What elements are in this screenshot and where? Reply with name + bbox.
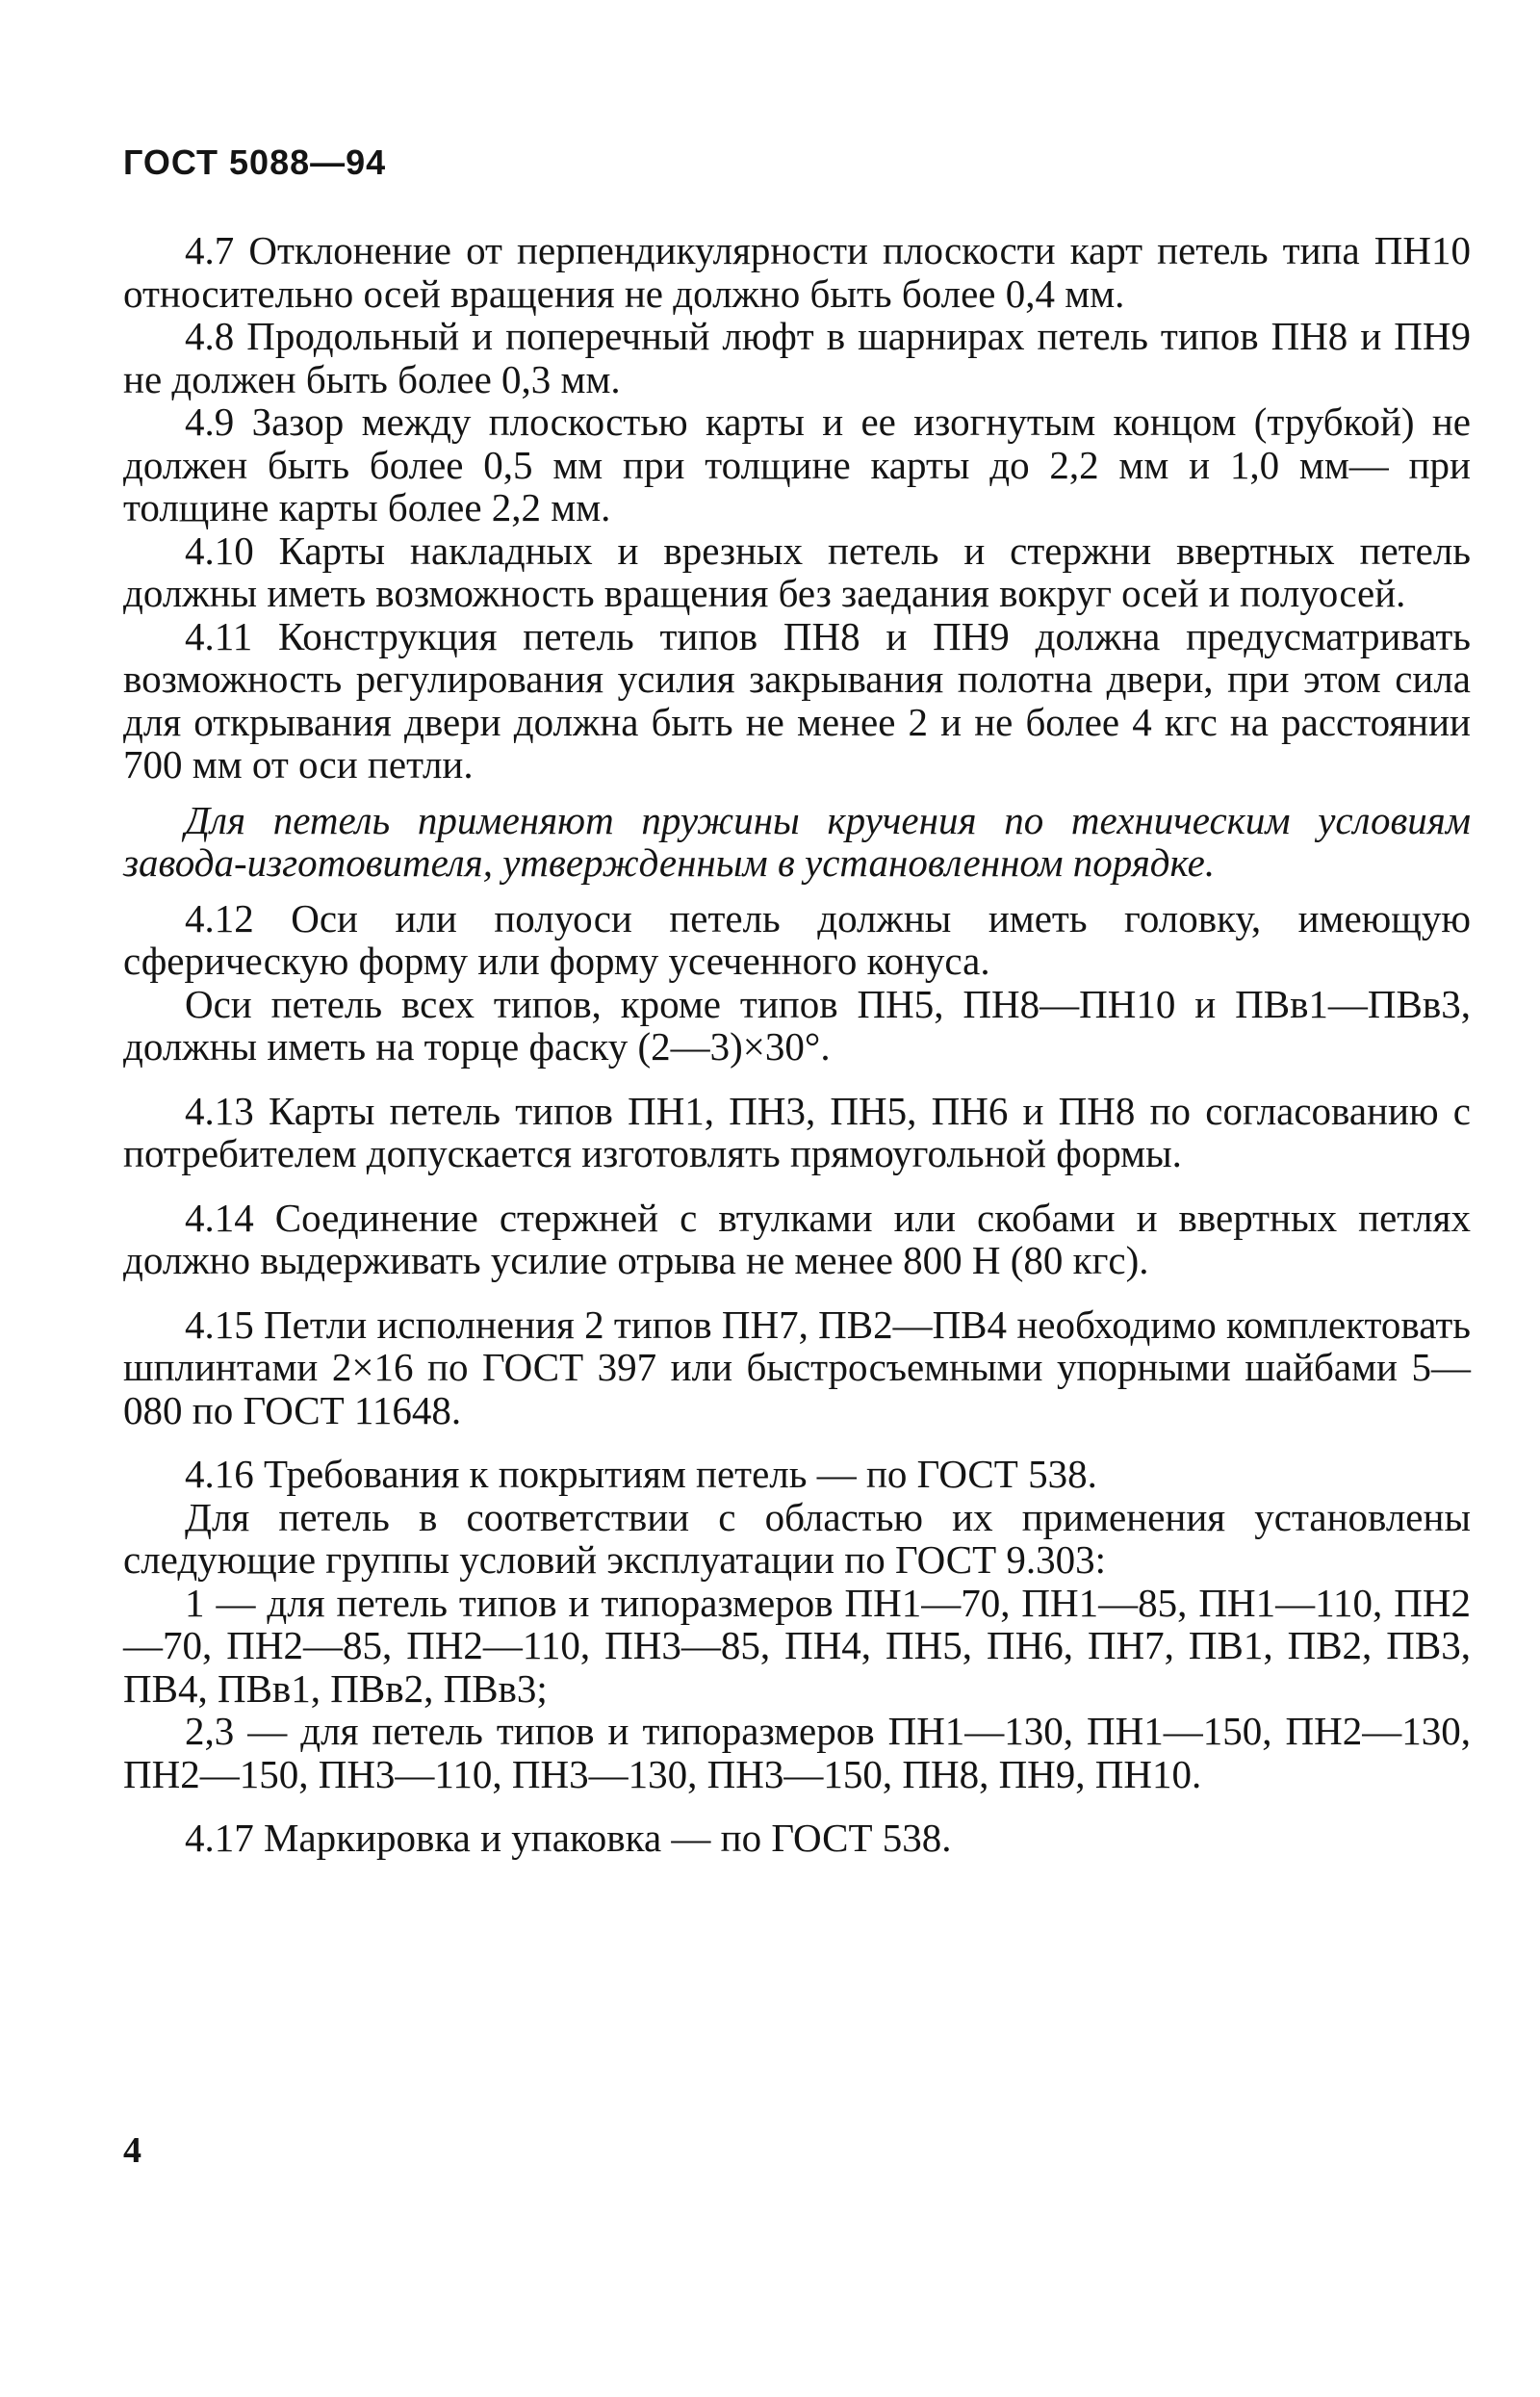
clause-4-14: 4.14 Соединение стержней с втулками или скобами и ввертных петлях должно выдерживать усилие отрыва не менее 800 Н (80 кгс).: [123, 1195, 1471, 1282]
clause-4-7: 4.7 Отклонение от перпендикулярности плоскости карт петель типа ПН10 относительно осей вращения не должно быть более 0,4 мм.: [123, 228, 1471, 316]
clause-4-11-note: Для петель применяют пружины кручения по техническим условиям завода-изготовителя, утвержденным в установленном порядке.: [123, 797, 1471, 885]
clause-4-16-group-1: 1 — для петель типов и типоразмеров ПН1—70, ПН1—85, ПН1—110, ПН2—70, ПН2—85, ПН2—110, ПН3—85, ПН4, ПН5, ПН6, ПН7, ПВ1, ПВ2, ПВ3, ПВ4, ПВв1, ПВв2, ПВв3;: [123, 1580, 1471, 1711]
clause-4-16-groups: Для петель в соответствии с областью их применения установлены следующие группы условий эксплуатации по ГОСТ 9.303:: [123, 1494, 1471, 1582]
clause-4-9: 4.9 Зазор между плоскостью карты и ее изогнутым концом (трубкой) не должен быть более 0,5 мм при толщине карты до 2,2 мм и 1,0 мм— при толщине карты более 2,2 мм.: [123, 400, 1471, 529]
document-body: [123, 229, 1471, 1860]
clause-4-13: 4.13 Карты петель типов ПН1, ПН3, ПН5, ПН6 и ПН8 по согласованию с потребителем допускается изготовлять прямоугольной формы.: [123, 1088, 1471, 1175]
clause-4-15: 4.15 Петли исполнения 2 типов ПН7, ПВ2—ПВ4 необходимо комплектовать шплинтами 2×16 по ГОСТ 397 или быстросъемными упорными шайбами 5—080 по ГОСТ 11648.: [123, 1302, 1471, 1432]
clause-4-10: 4.10 Карты накладных и врезных петель и стержни ввертных петель должны иметь возможность вращения без заедания вокруг осей и полуосей.: [123, 528, 1471, 615]
document-header: ГОСТ 5088—94: [123, 142, 387, 182]
clause-4-16: 4.16 Требования к покрытиям петель — по ГОСТ 538.: [185, 1452, 1097, 1496]
clause-4-16-group-2-3: 2,3 — для петель типов и типоразмеров ПН1—130, ПН1—150, ПН2—130, ПН2—150, ПН3—110, ПН3—130, ПН3—150, ПН8, ПН9, ПН10.: [123, 1709, 1471, 1796]
page-number: 4: [123, 2130, 141, 2171]
clause-4-12: 4.12 Оси или полуоси петель должны иметь головку, имеющую сферическую форму или форму усеченного конуса.: [123, 895, 1471, 983]
clause-4-11: 4.11 Конструкция петель типов ПН8 и ПН9 должна предусматривать возможность регулирования усилия закрывания полотна двери, при этом сила для открывания двери должна быть не менее 2 и не более 4 кгс на расстоянии 700 мм от оси петли.: [123, 613, 1471, 786]
clause-4-8: 4.8 Продольный и поперечный люфт в шарнирах петель типов ПН8 и ПН9 не должен быть более 0,3 мм.: [123, 314, 1471, 401]
clause-4-12-axes: Оси петель всех типов, кроме типов ПН5, ПН8—ПН10 и ПВв1—ПВв3, должны иметь на торце фаску (2—3)×30°.: [123, 981, 1471, 1069]
clause-4-17: 4.17 Маркировка и упаковка — по ГОСТ 538.: [185, 1816, 952, 1860]
